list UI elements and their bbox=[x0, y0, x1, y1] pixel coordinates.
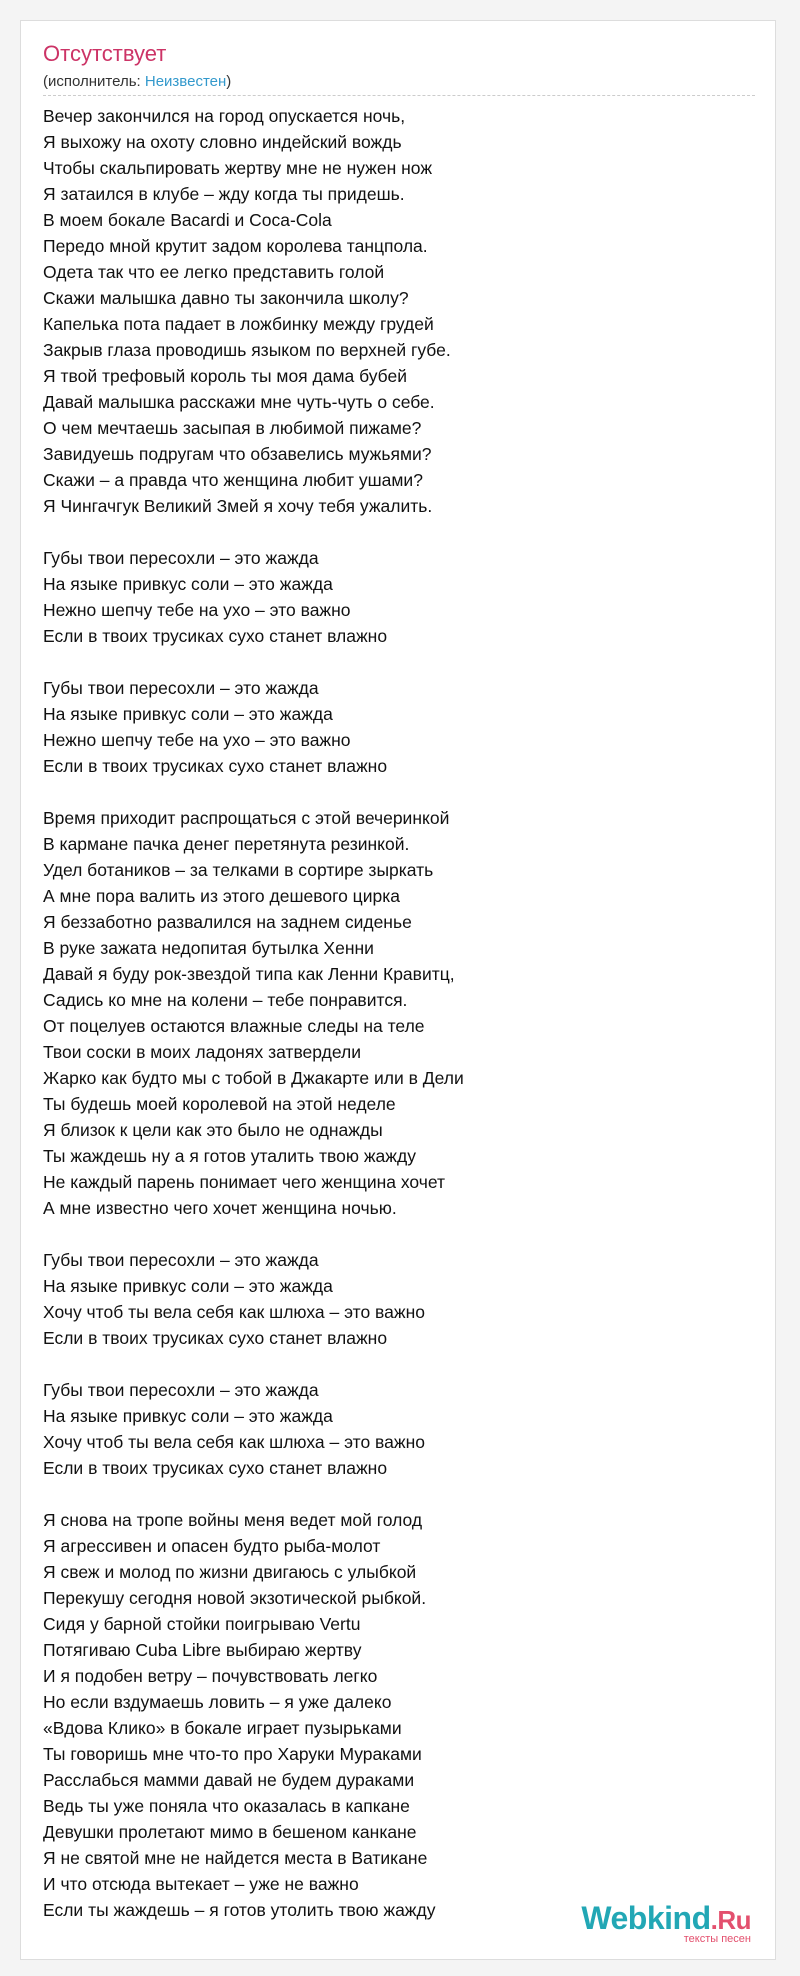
lyric-line: Не каждый парень понимает чего женщина хочет bbox=[43, 1172, 446, 1192]
lyric-line: Я свеж и молод по жизни двигаюсь с улыбкой bbox=[43, 1562, 417, 1582]
lyric-line: Ведь ты уже поняла что оказалась в капкане bbox=[43, 1796, 410, 1816]
artist-line bbox=[43, 73, 231, 91]
lyric-line: На языке привкус соли – это жажда bbox=[43, 574, 333, 594]
lyric-line: Чтобы скальпировать жертву мне не нужен нож bbox=[43, 158, 433, 178]
lyric-line: Хочу чтоб ты вела себя как шлюха – это важно bbox=[43, 1432, 425, 1452]
lyric-line: Скажи малышка давно ты закончила школу? bbox=[43, 288, 409, 308]
song-title: Отсутствует bbox=[43, 41, 167, 66]
lyric-line: Я выхожу на охоту словно индейский вождь bbox=[43, 132, 402, 152]
lyric-line: О чем мечтаешь засыпая в любимой пижаме? bbox=[43, 418, 422, 438]
lyric-line: Закрыв глаза проводишь языком по верхней губе. bbox=[43, 340, 451, 360]
stanza-break bbox=[43, 1221, 763, 1247]
lyric-line: Сидя у барной стойки поигрываю Vertu bbox=[43, 1614, 361, 1634]
lyric-line: Губы твои пересохли – это жажда bbox=[43, 1250, 319, 1270]
site-logo[interactable] bbox=[581, 1901, 751, 1945]
lyric-line: А мне известно чего хочет женщина ночью. bbox=[43, 1198, 397, 1218]
lyric-line: Губы твои пересохли – это жажда bbox=[43, 548, 319, 568]
lyric-line: Твои соски в моих ладонях затвердели bbox=[43, 1042, 361, 1062]
lyric-line: Я беззаботно развалился на заднем сиденье bbox=[43, 912, 412, 932]
artist-prefix: (исполнитель: bbox=[43, 73, 145, 90]
lyric-line: И что отсюда вытекает – уже не важно bbox=[43, 1874, 359, 1894]
lyric-line: И я подобен ветру – почувствовать легко bbox=[43, 1666, 378, 1686]
stanza-break bbox=[43, 779, 763, 805]
lyric-line: Потягиваю Cuba Libre выбираю жертву bbox=[43, 1640, 362, 1660]
stanza-break bbox=[43, 1481, 763, 1507]
lyric-line: Губы твои пересохли – это жажда bbox=[43, 1380, 319, 1400]
lyric-line: Перекушу сегодня новой экзотической рыбкой. bbox=[43, 1588, 427, 1608]
lyric-line: На языке привкус соли – это жажда bbox=[43, 704, 333, 724]
lyric-line: Я агрессивен и опасен будто рыба-молот bbox=[43, 1536, 381, 1556]
lyric-line: Если в твоих трусиках сухо станет влажно bbox=[43, 1328, 388, 1348]
stanza-break bbox=[43, 1351, 763, 1377]
lyric-line: Губы твои пересохли – это жажда bbox=[43, 678, 319, 698]
lyrics-text bbox=[43, 103, 763, 1923]
stanza-break bbox=[43, 519, 763, 545]
lyric-line: Одета так что ее легко представить голой bbox=[43, 262, 385, 282]
stanza-break bbox=[43, 649, 763, 675]
lyric-line: Скажи – а правда что женщина любит ушами? bbox=[43, 470, 423, 490]
artist-link[interactable]: Неизвестен bbox=[144, 73, 227, 90]
lyric-line: Я близок к цели как это было не однажды bbox=[43, 1120, 383, 1140]
logo-name: Webkind bbox=[581, 1900, 711, 1936]
lyric-line: Нежно шепчу тебе на ухо – это важно bbox=[43, 600, 351, 620]
lyric-line: Хочу чтоб ты вела себя как шлюха – это важно bbox=[43, 1302, 425, 1322]
lyric-line: От поцелуев остаются влажные следы на теле bbox=[43, 1016, 425, 1036]
logo-tld: .Ru bbox=[710, 1905, 751, 1935]
title-divider bbox=[43, 95, 755, 96]
lyric-line: В моем бокале Bacardi и Coca-Cola bbox=[43, 210, 332, 230]
lyrics-card bbox=[20, 20, 776, 1960]
lyric-line: Давай я буду рок-звездой типа как Ленни Кравитц, bbox=[43, 964, 455, 984]
lyric-line: Если в твоих трусиках сухо станет влажно bbox=[43, 626, 388, 646]
lyric-line: «Вдова Клико» в бокале играет пузырьками bbox=[43, 1718, 402, 1738]
lyric-line: В руке зажата недопитая бутылка Хенни bbox=[43, 938, 374, 958]
lyric-line: Капелька пота падает в ложбинку между грудей bbox=[43, 314, 434, 334]
lyric-line: Время приходит распрощаться с этой вечеринкой bbox=[43, 808, 450, 828]
lyric-line: Но если вздумаешь ловить – я уже далеко bbox=[43, 1692, 392, 1712]
logo-tagline: тексты песен bbox=[683, 1933, 751, 1945]
artist-suffix: ) bbox=[226, 73, 232, 90]
lyric-line: Ты жаждешь ну а я готов уталить твою жажду bbox=[43, 1146, 416, 1166]
lyric-line: Я твой трефовый король ты моя дама бубей bbox=[43, 366, 408, 386]
lyric-line: На языке привкус соли – это жажда bbox=[43, 1276, 333, 1296]
lyric-line: На языке привкус соли – это жажда bbox=[43, 1406, 333, 1426]
lyric-line: Завидуешь подругам что обзавелись мужьями? bbox=[43, 444, 432, 464]
lyric-line: Если в твоих трусиках сухо станет влажно bbox=[43, 756, 388, 776]
lyric-line: Ты будешь моей королевой на этой неделе bbox=[43, 1094, 396, 1114]
lyric-line: Расслабься мамми давай не будем дураками bbox=[43, 1770, 415, 1790]
lyric-line: В кармане пачка денег перетянута резинкой. bbox=[43, 834, 410, 854]
lyric-line: Вечер закончился на город опускается ночь, bbox=[43, 106, 406, 126]
lyric-line: Я Чингачгук Великий Змей я хочу тебя ужалить. bbox=[43, 496, 433, 516]
lyric-line: Девушки пролетают мимо в бешеном канкане bbox=[43, 1822, 417, 1842]
lyric-line: А мне пора валить из этого дешевого цирка bbox=[43, 886, 400, 906]
lyric-line: Если ты жаждешь – я готов утолить твою жажду bbox=[43, 1900, 436, 1920]
lyric-line: Я не святой мне не найдется места в Ватикане bbox=[43, 1848, 428, 1868]
lyric-line: Удел ботаников – за телками в сортире зыркать bbox=[43, 860, 434, 880]
lyric-line: Ты говоришь мне что-то про Харуки Мураками bbox=[43, 1744, 422, 1764]
lyric-line: Жарко как будто мы с тобой в Джакарте или в Дели bbox=[43, 1068, 464, 1088]
lyric-line: Нежно шепчу тебе на ухо – это важно bbox=[43, 730, 351, 750]
lyric-line: Я затаился в клубе – жду когда ты придешь. bbox=[43, 184, 405, 204]
lyric-line: Если в твоих трусиках сухо станет влажно bbox=[43, 1458, 388, 1478]
lyric-line: Садись ко мне на колени – тебе понравится. bbox=[43, 990, 408, 1010]
lyric-line: Я снова на тропе войны меня ведет мой голод bbox=[43, 1510, 423, 1530]
lyric-line: Давай малышка расскажи мне чуть-чуть о себе. bbox=[43, 392, 435, 412]
lyric-line: Передо мной крутит задом королева танцпола. bbox=[43, 236, 428, 256]
